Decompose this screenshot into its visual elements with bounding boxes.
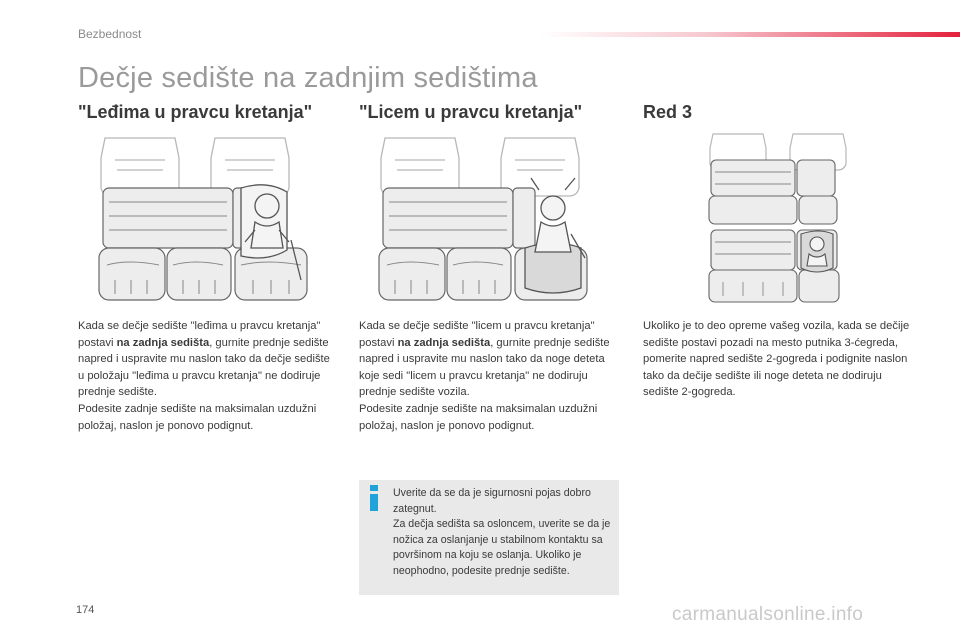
rear-facing-text-adjust: Podesite zadnje sedište na maksimalan uzdužni položaj, naslon je ponovo podignut. bbox=[78, 402, 317, 432]
forward-facing-text bbox=[359, 318, 627, 434]
rear-facing-text bbox=[78, 318, 330, 434]
info-line-belt: Uverite da se da je sigurnosni pojas dobro zategnut. bbox=[393, 487, 591, 515]
info-line-support-leg: Za dečja sedišta sa osloncem, uverite se da je nožica za oslanjanje u stabilnom kontaktu sa površinom na koju se oslanja. Ukoliko je neophodno, podesite prednje sedište. bbox=[393, 518, 611, 577]
info-text bbox=[393, 486, 615, 580]
heading-rear-facing: "Leđima u pravcu kretanja" bbox=[78, 102, 313, 122]
rear-facing-text-part: Kada se dečje sedište "leđima u pravcu kretanja" postavi bbox=[78, 320, 321, 349]
page-title: Dečje sedište na zadnjim sedištima bbox=[78, 62, 538, 94]
row-3-text: Ukoliko je to deo opreme vašeg vozila, kada se dečije sedište postavi pozadi na mesto putnika 3-ćegreda, pomerite napred sedište 2-gogreda i podignite naslon tako da dečije sedište ili noge deteta ne dodiruju sedište 2-gogreda. bbox=[643, 320, 910, 399]
row-3-seat-illustration bbox=[703, 130, 855, 310]
page-number: 174 bbox=[76, 604, 95, 616]
rear-facing-text-emphasis: na zadnja sedišta bbox=[116, 336, 210, 349]
heading-row-3: Red 3 bbox=[643, 102, 693, 122]
section-label: Bezbednost bbox=[78, 27, 142, 41]
forward-facing-text-emphasis: na zadnja sedišta bbox=[397, 336, 491, 349]
rear-facing-text-part: , gurnite prednje sedište napred i uspravite mu naslon tako da dečje sedište u položaju "leđima u pravcu kretanja" ne dodiruje prednje sedište. bbox=[78, 336, 330, 399]
forward-facing-text-part: , gurnite prednje sedište napred i uspravite mu naslon tako da noge deteta koje sedi "licem u pravcu kretanja" ne dodiruju prednje sedište vozila. bbox=[359, 336, 610, 399]
forward-facing-seat-illustration bbox=[375, 130, 607, 310]
rear-facing-seat-illustration bbox=[95, 130, 327, 310]
header-accent-bar bbox=[540, 32, 960, 37]
watermark: carmanualsonline.info bbox=[672, 604, 864, 625]
info-box bbox=[359, 480, 619, 595]
heading-forward-facing: "Licem u pravcu kretanja" bbox=[359, 102, 583, 122]
info-icon bbox=[367, 485, 381, 511]
forward-facing-text-part: Kada se dečje sedište "licem u pravcu kretanja" postavi bbox=[359, 320, 595, 349]
forward-facing-text-adjust: Podesite zadnje sedište na maksimalan uzdužni položaj, naslon je ponovo podignut. bbox=[359, 402, 598, 432]
